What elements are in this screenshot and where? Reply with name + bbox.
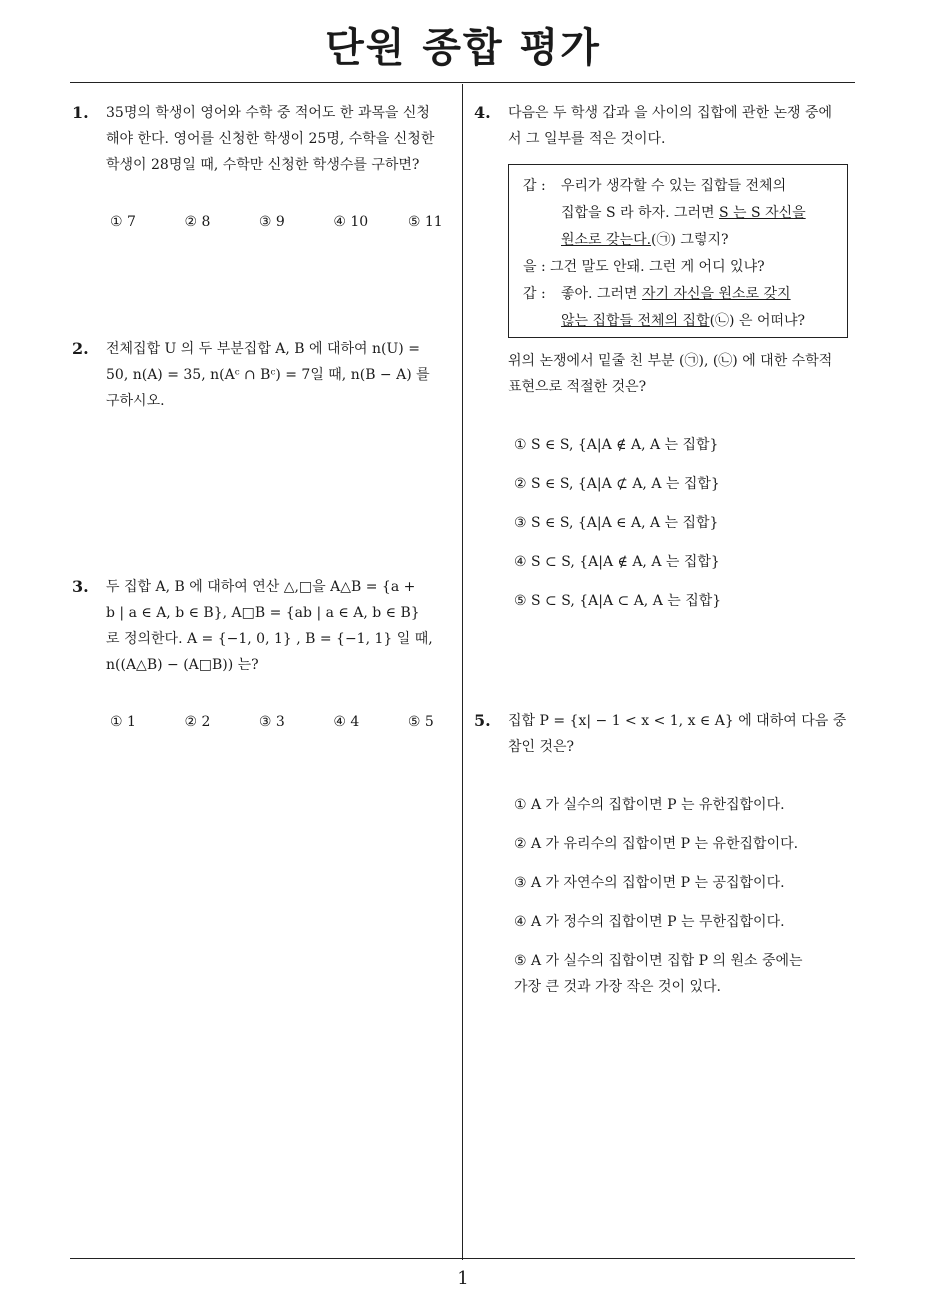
option[interactable]: ① 1 bbox=[110, 714, 136, 730]
dialog-line: 원소로 갖는다.(㉠) 그렇지? bbox=[561, 232, 729, 248]
underlined-claim-2-cont: 않는 집합들 전체의 집합 bbox=[561, 313, 710, 329]
underlined-claim-1: S 는 S 자신을 bbox=[719, 205, 806, 221]
question-3-options bbox=[110, 714, 460, 730]
option[interactable]: ④ 10 bbox=[333, 214, 369, 230]
question-4-text: 다음은 두 학생 갑과 을 사이의 집합에 관한 논쟁 중에 서 그 일부를 적은 것이다. bbox=[508, 105, 833, 147]
footer-divider bbox=[70, 1258, 855, 1259]
question-3-text: 두 집합 A, B 에 대하여 연산 △,□을 A△B = {a + b | a ∈ A, b ∈ B}, A□B = {ab | a ∈ A, b ∈ B} 로 정의한다. A = {−1, 0, 1} , B = {−1, 1} 일 때, n((A△B) − (A□B)) 는? bbox=[106, 579, 433, 673]
question-4-prompt: 위의 논쟁에서 밑줄 친 부분 (㉠), (㉡) 에 대한 수학적 표현으로 적절한 것은? bbox=[508, 353, 833, 395]
question-2-text: 전체집합 U 의 두 부분집합 A, B 에 대하여 n(U) = 50, n(A) = 35, n(Aᶜ ∩ Bᶜ) = 7일 때, n(B − A) 를 구하시오. bbox=[106, 341, 430, 409]
option[interactable]: ① S ∈ S, {A|A ∉ A, A 는 집합} bbox=[514, 437, 719, 453]
question-1-text: 35명의 학생이 영어와 수학 중 적어도 한 과목을 신청 해야 한다. 영어를 신청한 학생이 25명, 수학을 신청한 학생이 28명일 때, 수학만 신청한 학생수를 구하면? bbox=[106, 105, 435, 173]
option[interactable]: ② 8 bbox=[184, 214, 211, 230]
question-4-options bbox=[514, 432, 844, 627]
option[interactable]: ② A 가 유리수의 집합이면 P 는 유한집합이다. bbox=[514, 836, 799, 852]
option[interactable]: ④ S ⊂ S, {A|A ∉ A, A 는 집합} bbox=[514, 554, 720, 570]
option[interactable]: ③ 9 bbox=[258, 214, 285, 230]
dialog-speaker: 갑 : bbox=[523, 286, 546, 302]
option[interactable]: ⑤ A 가 실수의 집합이면 집합 P 의 원소 중에는 가장 큰 것과 가장 작은 것이 있다. bbox=[514, 953, 803, 995]
underlined-claim-1-cont: 원소로 갖는다. bbox=[561, 232, 652, 248]
page-title: 단원 종합 평가 bbox=[325, 25, 601, 71]
option[interactable]: ③ S ∈ S, {A|A ∈ A, A 는 집합} bbox=[514, 515, 719, 531]
question-5-options bbox=[514, 792, 854, 995]
question-number: 1. bbox=[72, 103, 89, 122]
option[interactable]: ② 2 bbox=[184, 714, 211, 730]
page-number: 1 bbox=[457, 1268, 469, 1289]
dialog-line: 을 : 그건 말도 안돼. 그런 게 어디 있냐? bbox=[523, 259, 765, 275]
underlined-claim-2: 자기 자신을 원소로 갖지 bbox=[641, 286, 791, 302]
dialog-speaker: 갑 : bbox=[523, 178, 546, 194]
dialog-line: 않는 집합들 전체의 집합(㉡) 은 어떠냐? bbox=[561, 313, 806, 329]
question-number: 4. bbox=[474, 103, 491, 122]
option[interactable]: ③ A 가 자연수의 집합이면 P 는 공집합이다. bbox=[514, 875, 785, 891]
dialog-line: 좋아. 그러면 자기 자신을 원소로 갖지 bbox=[561, 286, 791, 302]
question-1-options bbox=[110, 214, 469, 230]
option[interactable]: ① 7 bbox=[110, 214, 136, 230]
option[interactable]: ⑤ S ⊂ S, {A|A ⊂ A, A 는 집합} bbox=[514, 593, 722, 609]
question-number: 3. bbox=[72, 577, 89, 596]
option[interactable]: ④ 4 bbox=[333, 714, 360, 730]
dialog-line: 집합을 S 라 하자. 그러면 S 는 S 자신을 bbox=[561, 205, 806, 221]
question-number: 5. bbox=[474, 711, 491, 730]
option[interactable]: ④ A 가 정수의 집합이면 P 는 무한집합이다. bbox=[514, 914, 785, 930]
column-divider bbox=[462, 84, 463, 1260]
question-5-text: 집합 P = {x| − 1 < x < 1, x ∈ A} 에 대하여 다음 중 참인 것은? bbox=[508, 713, 847, 755]
option[interactable]: ① A 가 실수의 집합이면 P 는 유한집합이다. bbox=[514, 797, 785, 813]
question-number: 2. bbox=[72, 339, 89, 358]
title-divider bbox=[70, 82, 855, 83]
option[interactable]: ③ 3 bbox=[258, 714, 285, 730]
option[interactable]: ⑤ 5 bbox=[407, 714, 434, 730]
option[interactable]: ② S ∈ S, {A|A ⊄ A, A 는 집합} bbox=[514, 476, 720, 492]
dialog-line: 우리가 생각할 수 있는 집합들 전체의 bbox=[561, 178, 787, 194]
dialogue-box bbox=[508, 164, 848, 338]
option[interactable]: ⑤ 11 bbox=[407, 214, 443, 230]
